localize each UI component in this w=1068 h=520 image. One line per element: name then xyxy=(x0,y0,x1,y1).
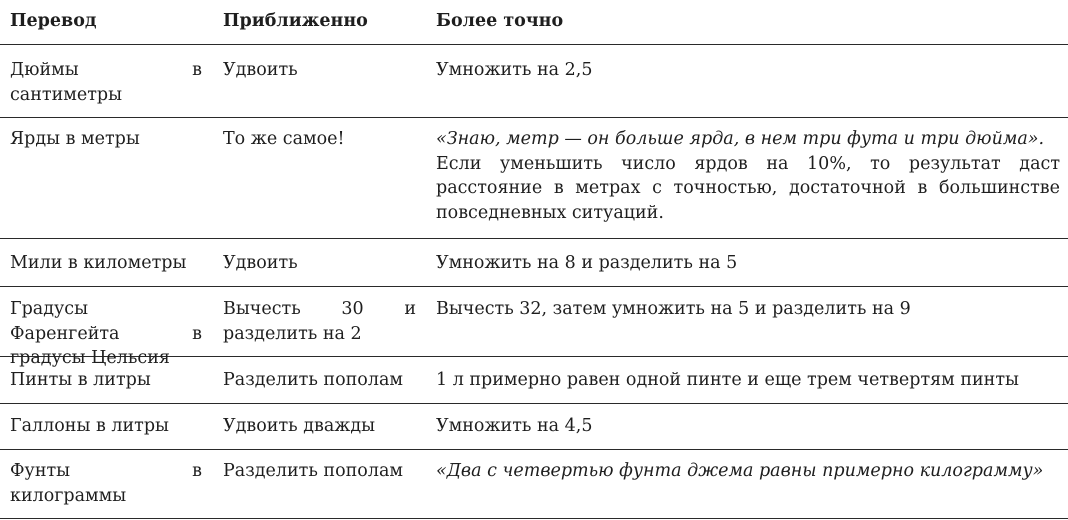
header-precise: Более точно xyxy=(436,11,564,31)
table-row xyxy=(0,450,1068,519)
approx-cell: Разделить пополам xyxy=(223,461,403,481)
approx-cell: То же самое! xyxy=(223,129,345,149)
table-row xyxy=(0,287,1068,368)
table-row xyxy=(0,357,1068,404)
precise-cell xyxy=(436,459,1060,484)
precise-quote: «Знаю, метр — он больше ярда, в нем три фута и три дюйма». xyxy=(436,129,1045,149)
approx-cell: Разделить пополам xyxy=(223,370,403,390)
header-approx: Приближенно xyxy=(223,11,368,31)
precise-cell: Вычесть 32, затем умножить на 5 и разделить на 9 xyxy=(436,299,911,319)
conversion-cell: Фунты в килограммы xyxy=(10,461,202,506)
conversion-cell: Ярды в метры xyxy=(10,129,140,149)
table-row xyxy=(0,404,1068,450)
table-row xyxy=(0,118,1068,239)
table-row xyxy=(0,239,1068,287)
table-header-row xyxy=(0,0,1068,45)
precise-text: Если уменьшить число ярдов на 10%, то результат даст расстояние в метрах с точностью, достаточной в большинстве повседневных ситуаций. xyxy=(436,153,1060,223)
precise-cell: Умножить на 8 и разделить на 5 xyxy=(436,253,738,273)
precise-cell xyxy=(436,127,1060,225)
header-conversion: Перевод xyxy=(10,11,97,31)
approx-cell: Вычесть 30 и разделить на 2 xyxy=(223,299,416,344)
precise-cell: Умножить на 4,5 xyxy=(436,416,593,436)
conversion-cell: Дюймы в сантиметры xyxy=(10,60,202,105)
approx-cell: Удвоить дважды xyxy=(223,416,376,436)
precise-quote: «Два с четвертью фунта джема равны примерно килограмму» xyxy=(436,461,1044,481)
conversion-cell: Мили в километры xyxy=(10,253,187,273)
approx-cell: Удвоить xyxy=(223,253,298,273)
table-row xyxy=(0,45,1068,118)
conversion-cell: Пинты в литры xyxy=(10,370,151,390)
conversion-cell: Галлоны в литры xyxy=(10,416,169,436)
precise-cell: Умножить на 2,5 xyxy=(436,60,593,80)
precise-cell: 1 л примерно равен одной пинте и еще трем четвертям пинты xyxy=(436,370,1019,390)
conversion-cell: Градусы Фаренгейта в градусы Цельсия xyxy=(10,299,202,368)
approx-cell: Удвоить xyxy=(223,60,298,80)
